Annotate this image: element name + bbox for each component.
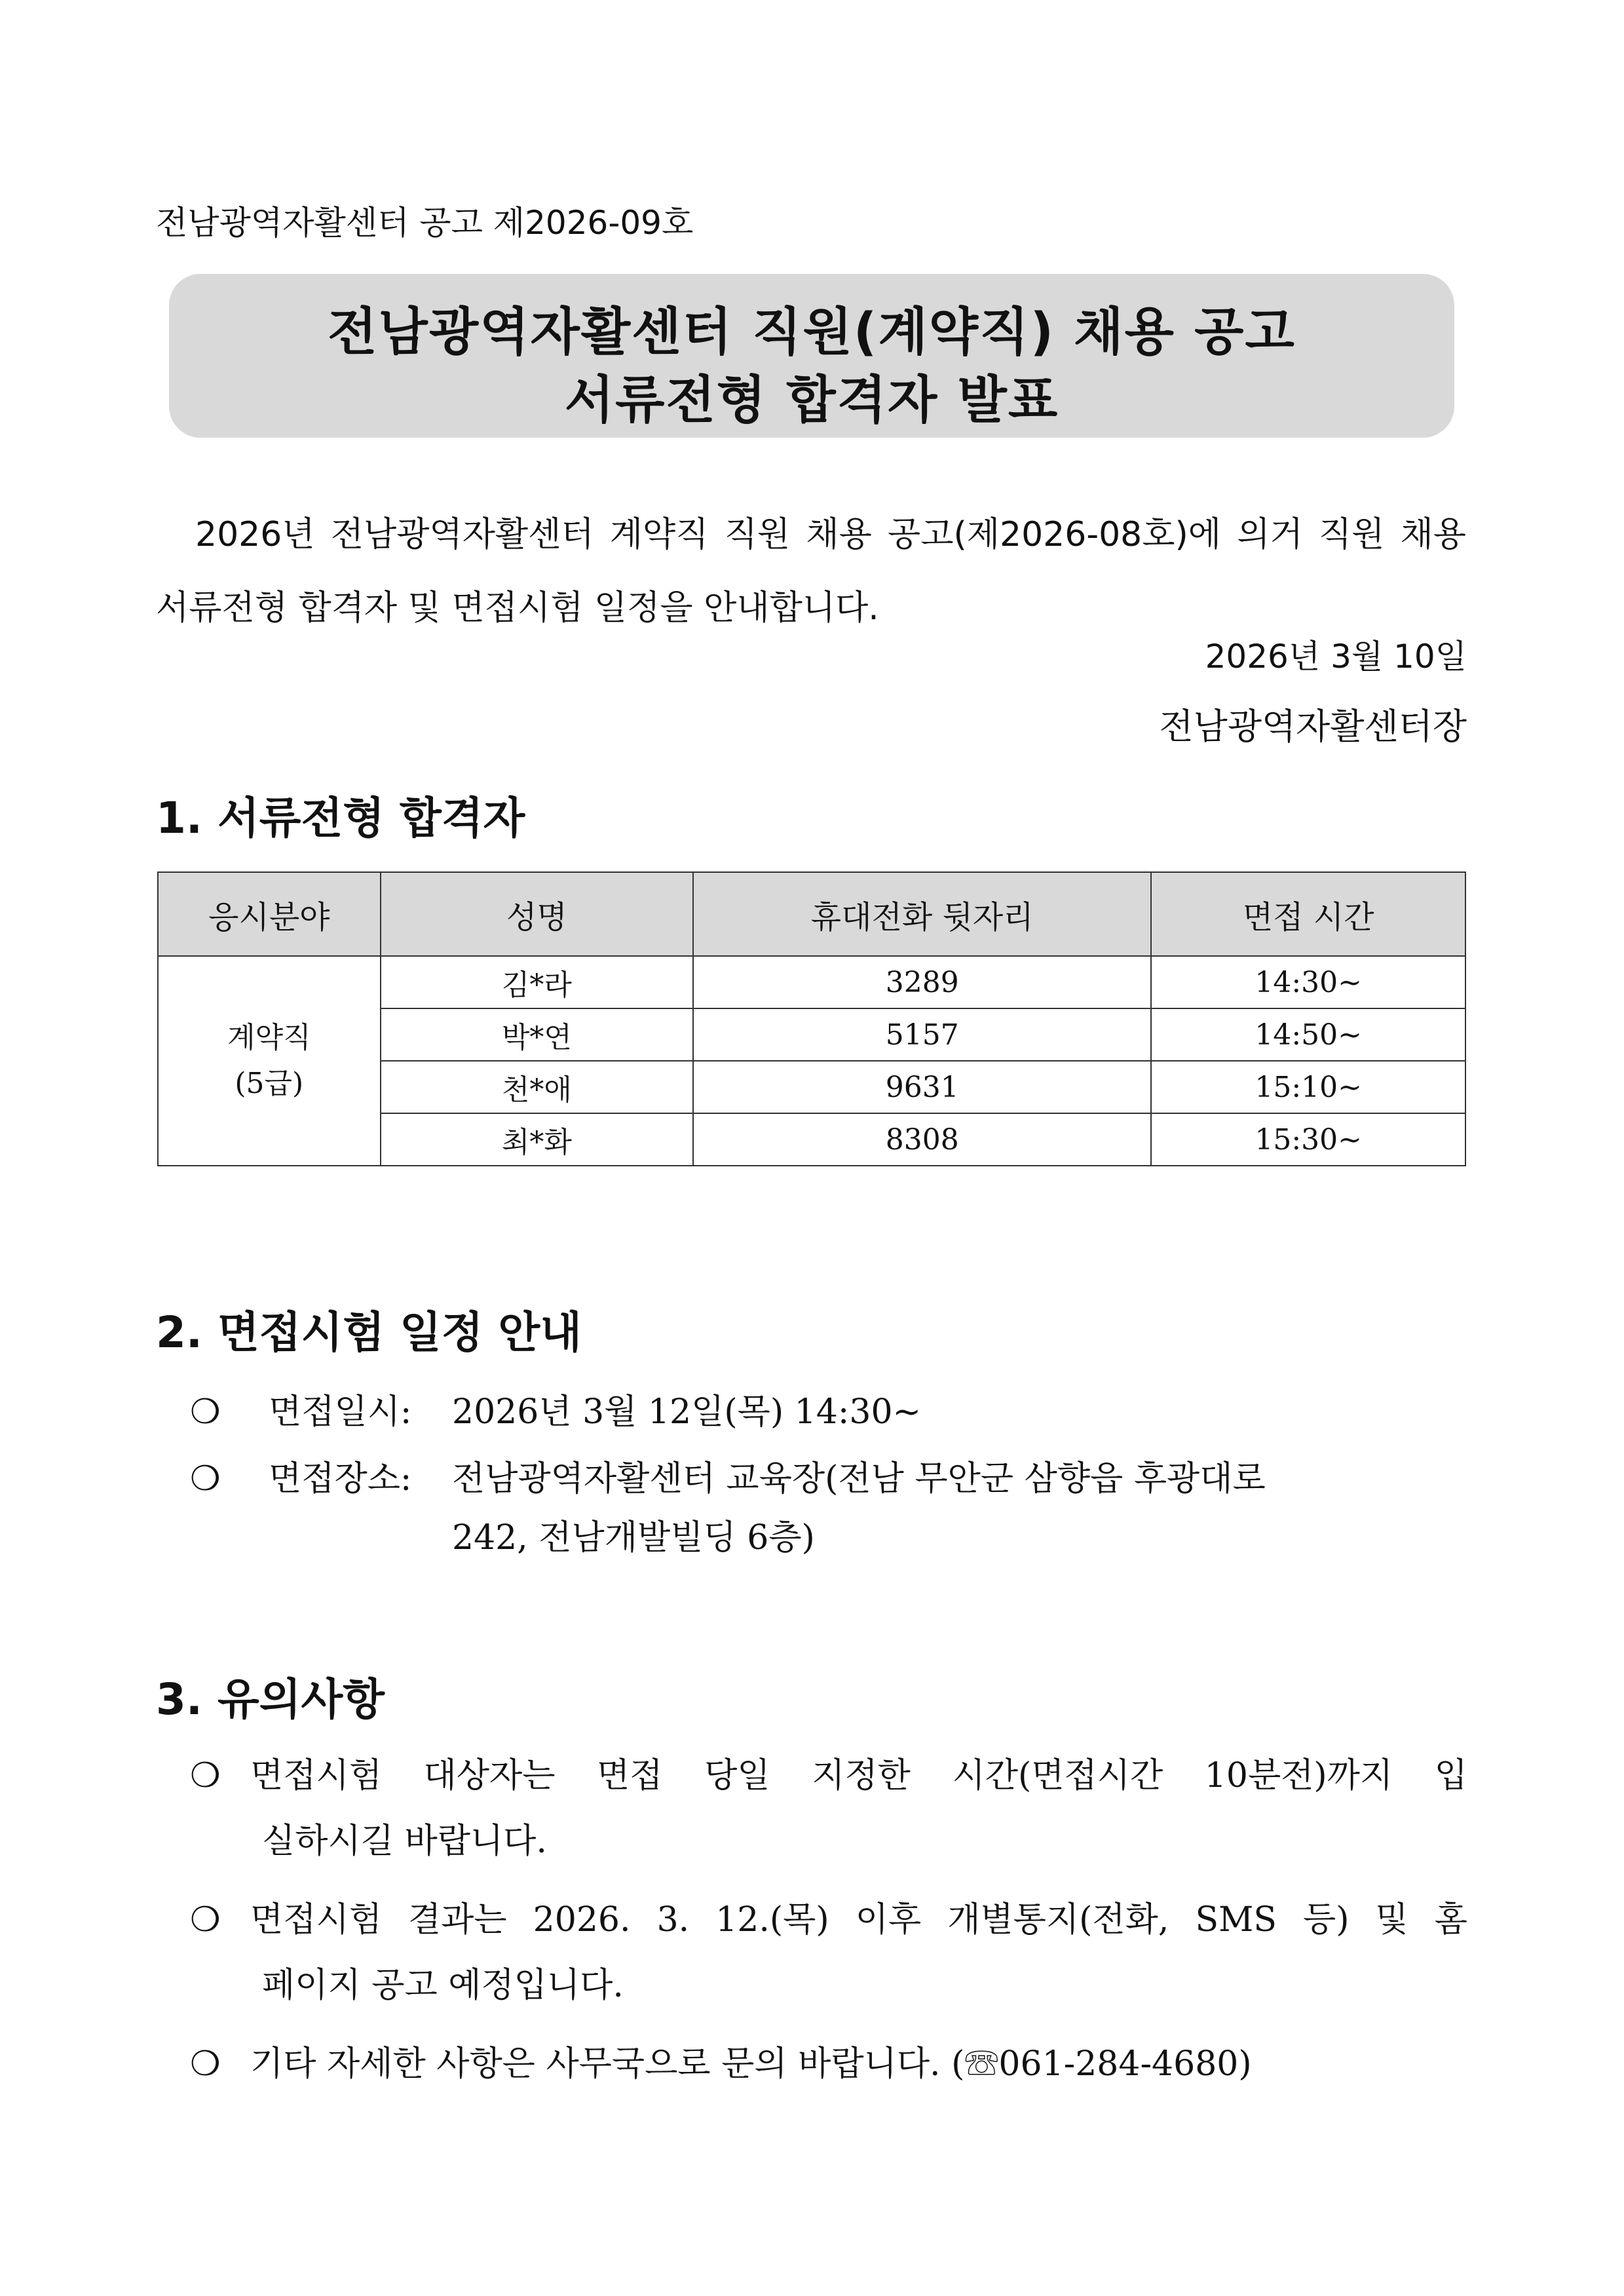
issuer: 전남광역자활센터장 [1159,706,1467,747]
results-table [157,871,1466,1166]
name-cell: 김*라 [381,956,693,1008]
interview-place-label: 면접장소: [269,1459,412,1499]
phone-cell: 9631 [693,1061,1151,1113]
field-line2: (5급) [235,1067,304,1100]
interview-date-value: 2026년 3월 12일(목) 14:30~ [452,1392,922,1432]
field-line1: 계약직 [227,1021,311,1054]
time-cell: 15:10~ [1151,1061,1465,1113]
page-subtitle: 서류전형 합격자 발표 [564,371,1059,430]
page-title: 전남광역자활센터 직원(계약직) 채용 공고 [328,303,1296,362]
intro-paragraph [156,498,1466,645]
phone-cell: 3289 [693,956,1151,1008]
note1-text: 면접시험 대상자는 면접 당일 지정한 시간(면접시간 10분전)까지 입 [250,1756,1467,1795]
name-cell: 박*연 [381,1008,693,1061]
time-cell: 14:30~ [1151,956,1465,1008]
intro-text: 2026년 전남광역자활센터 계약직 직원 채용 공고(제2026-08호)에 의거 직원 채용 서류전형 합격자 및 면접시험 일정을 안내합니다. [156,515,1466,628]
field-cell [158,956,381,1166]
interview-date-label: 면접일시: [269,1392,412,1432]
header-name: 성명 [381,872,693,956]
name-cell: 천*애 [381,1061,693,1113]
interview-place-value-cont: 242, 전남개발빌딩 6층) [452,1518,815,1558]
note3-text: 기타 자세한 사항은 사무국으로 문의 바랍니다. (☏061-284-4680) [250,2044,1252,2084]
note1-text-cont: 실하시길 바랍니다. [262,1822,547,1861]
title-box [169,274,1454,438]
bullet-icon: ❍ [190,1459,221,1499]
bullet-icon: ❍ [190,1756,221,1795]
phone-cell: 5157 [693,1008,1151,1061]
table-header-row [158,872,1465,956]
name-cell: 최*화 [381,1113,693,1166]
note2-text-cont: 페이지 공고 예정입니다. [262,1966,624,2005]
time-cell: 14:50~ [1151,1008,1465,1061]
section3-title: 3. 유의사항 [156,1674,385,1725]
note2-text: 면접시험 결과는 2026. 3. 12.(목) 이후 개별통지(전화, SMS 등) 및 홈 [250,1900,1467,1940]
header-time: 면접 시간 [1151,872,1465,956]
notice-number: 전남광역자활센터 공고 제2026-09호 [156,204,694,242]
bullet-icon: ❍ [190,2044,221,2084]
phone-cell: 8308 [693,1113,1151,1166]
bullet-icon: ❍ [190,1900,221,1940]
time-cell: 15:30~ [1151,1113,1465,1166]
header-phone: 휴대전화 뒷자리 [693,872,1151,956]
bullet-icon: ❍ [190,1392,221,1432]
announcement-date: 2026년 3월 10일 [1205,638,1467,676]
section1-title: 1. 서류전형 합격자 [156,793,525,843]
table-row [158,956,1465,1008]
interview-place-value: 전남광역자활센터 교육장(전남 무안군 삼향읍 후광대로 [452,1459,1266,1499]
section2-title: 2. 면접시험 일정 안내 [156,1307,582,1358]
header-field: 응시분야 [158,872,381,956]
